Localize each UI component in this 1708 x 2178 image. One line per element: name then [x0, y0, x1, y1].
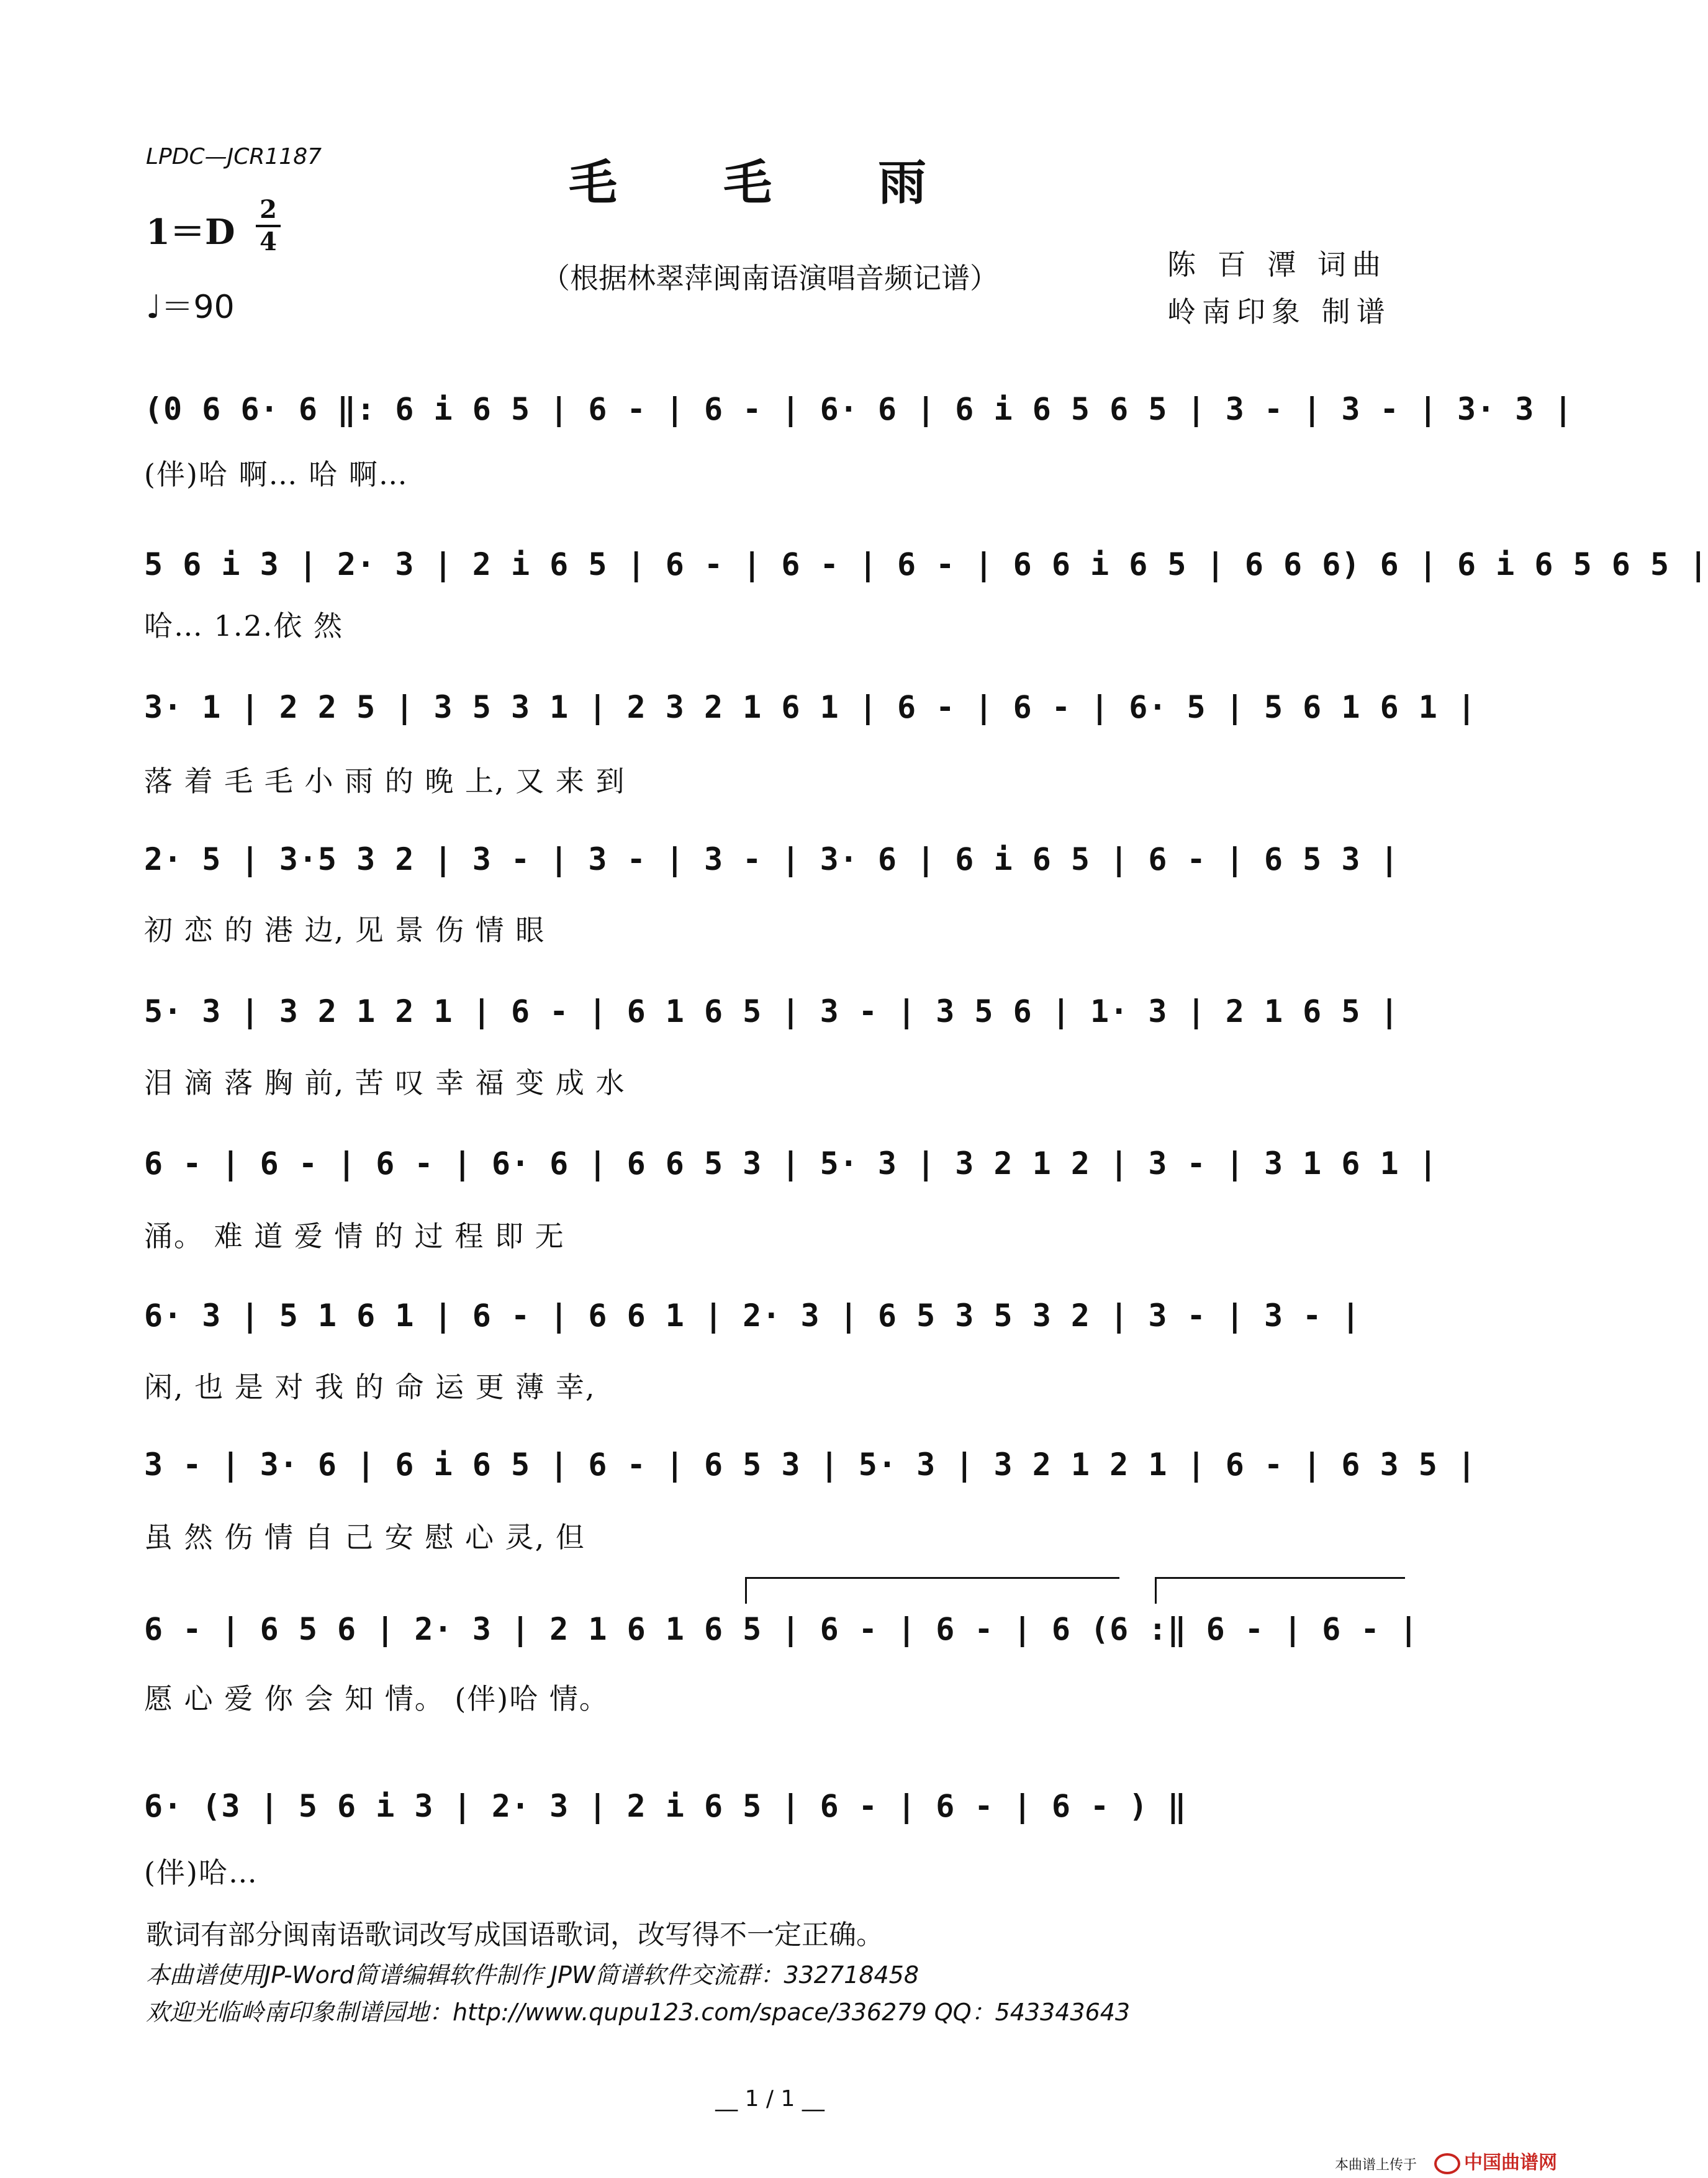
lyric-row-5: 泪 滴 落 胸 前, 苦 叹 幸 福 变 成 水: [144, 1066, 626, 1100]
lyric-row-9: 愿 心 爱 你 会 知 情。 (伴)哈 情。: [144, 1682, 609, 1715]
lyric-row-6: 涌。 难 道 爱 情 的 过 程 即 无: [144, 1219, 565, 1253]
lyric-row-4: 初 恋 的 港 边, 见 景 伤 情 眼: [144, 913, 546, 947]
lyric-row-8: 虽 然 伤 情 自 己 安 慰 心 灵, 但: [144, 1521, 585, 1554]
notation-row-8: 3 - | 3· 6 | 6 i 6 5 | 6 - | 6 5 3 | 5· 3 | 3 2 1 2 1 | 6 - | 6 3 5 |: [144, 1447, 1477, 1483]
notation-row-4: 2· 5 | 3·5 3 2 | 3 - | 3 - | 3 - | 3· 6 | 6 i 6 5 | 6 - | 6 5 3 |: [144, 841, 1399, 877]
notation-row-7: 6· 3 | 5 1 6 1 | 6 - | 6 6 1 | 2· 3 | 6 5 3 5 3 2 | 3 - | 3 - |: [144, 1298, 1361, 1334]
lyric-row-7: 闲, 也 是 对 我 的 命 运 更 薄 幸,: [144, 1370, 596, 1404]
footnote-lyrics: 歌词有部分闽南语歌词改写成国语歌词，改写得不一定正确。: [146, 1919, 883, 1951]
footnote-software: 本曲谱使用JP-Word简谱编辑软件制作 JPW简谱软件交流群：332718458: [146, 1961, 920, 1989]
notation-row-9: 6 - | 6 5 6 | 2· 3 | 2 1 6 1 6 5 | 6 - | 6 - | 6 (6 :‖ 6 - | 6 - |: [144, 1611, 1419, 1647]
upload-note: 本曲谱上传于: [1335, 2158, 1417, 2173]
notation-row-2: 5 6 i 3 | 2· 3 | 2 i 6 5 | 6 - | 6 - | 6 - | 6 6 i 6 5 | 6 6 6) 6 | 6 i 6 5 6 5 |: [144, 546, 1708, 582]
arranger-credit: 岭南印象 制谱: [1167, 295, 1391, 328]
notation-row-3: 3· 1 | 2 2 5 | 3 5 3 1 | 2 3 2 1 6 1 | 6 - | 6 - | 6· 5 | 5 6 1 6 1 |: [144, 689, 1477, 725]
volta-bracket-2: [1155, 1577, 1405, 1604]
notation-row-1: (0 6 6· 6 ‖: 6 i 6 5 | 6 - | 6 - | 6· 6 | 6 i 6 5 6 5 | 3 - | 3 - | 3· 3 |: [144, 391, 1573, 427]
score-code: LPDC—JCR1187: [146, 144, 322, 169]
time-signature-top: 2: [260, 195, 277, 224]
lyric-row-10: (伴)哈…: [144, 1856, 258, 1889]
subtitle: （根据林翠萍闽南语演唱音频记谱）: [541, 261, 998, 295]
song-title: 毛 毛 雨: [568, 155, 972, 211]
notation-row-5: 5· 3 | 3 2 1 2 1 | 6 - | 6 1 6 5 | 3 - | 3 5 6 | 1· 3 | 2 1 6 5 |: [144, 993, 1399, 1029]
lyric-row-3: 落 着 毛 毛 小 雨 的 晚 上, 又 来 到: [144, 764, 626, 798]
lyric-row-2: 哈… 1.2.依 然: [144, 609, 344, 643]
key-signature: 1＝D: [146, 212, 235, 253]
page-number: __ 1 / 1 __: [715, 2086, 825, 2112]
volta-bracket-1: [745, 1577, 1119, 1604]
site-brand-label: 中国曲谱网: [1464, 2152, 1557, 2174]
tempo-marking: ♩＝90: [146, 289, 235, 326]
site-brand[interactable]: [1434, 2147, 1557, 2174]
time-signature-bottom: 4: [260, 227, 277, 256]
notation-row-10: 6· (3 | 5 6 i 3 | 2· 3 | 2 i 6 5 | 6 - | 6 - | 6 - ) ‖: [144, 1788, 1187, 1824]
time-signature: [256, 196, 281, 256]
site-logo-icon: [1434, 2153, 1460, 2174]
lyric-row-1: (伴)哈 啊… 哈 啊…: [144, 458, 409, 491]
footnote-website: 欢迎光临岭南印象制谱园地：http://www.qupu123.com/space/336279 QQ：543343643: [146, 1999, 1131, 2026]
notation-row-6: 6 - | 6 - | 6 - | 6· 6 | 6 6 5 3 | 5· 3 | 3 2 1 2 | 3 - | 3 1 6 1 |: [144, 1145, 1438, 1182]
lyricist-credit: 陈 百 潭 词曲: [1167, 248, 1387, 281]
